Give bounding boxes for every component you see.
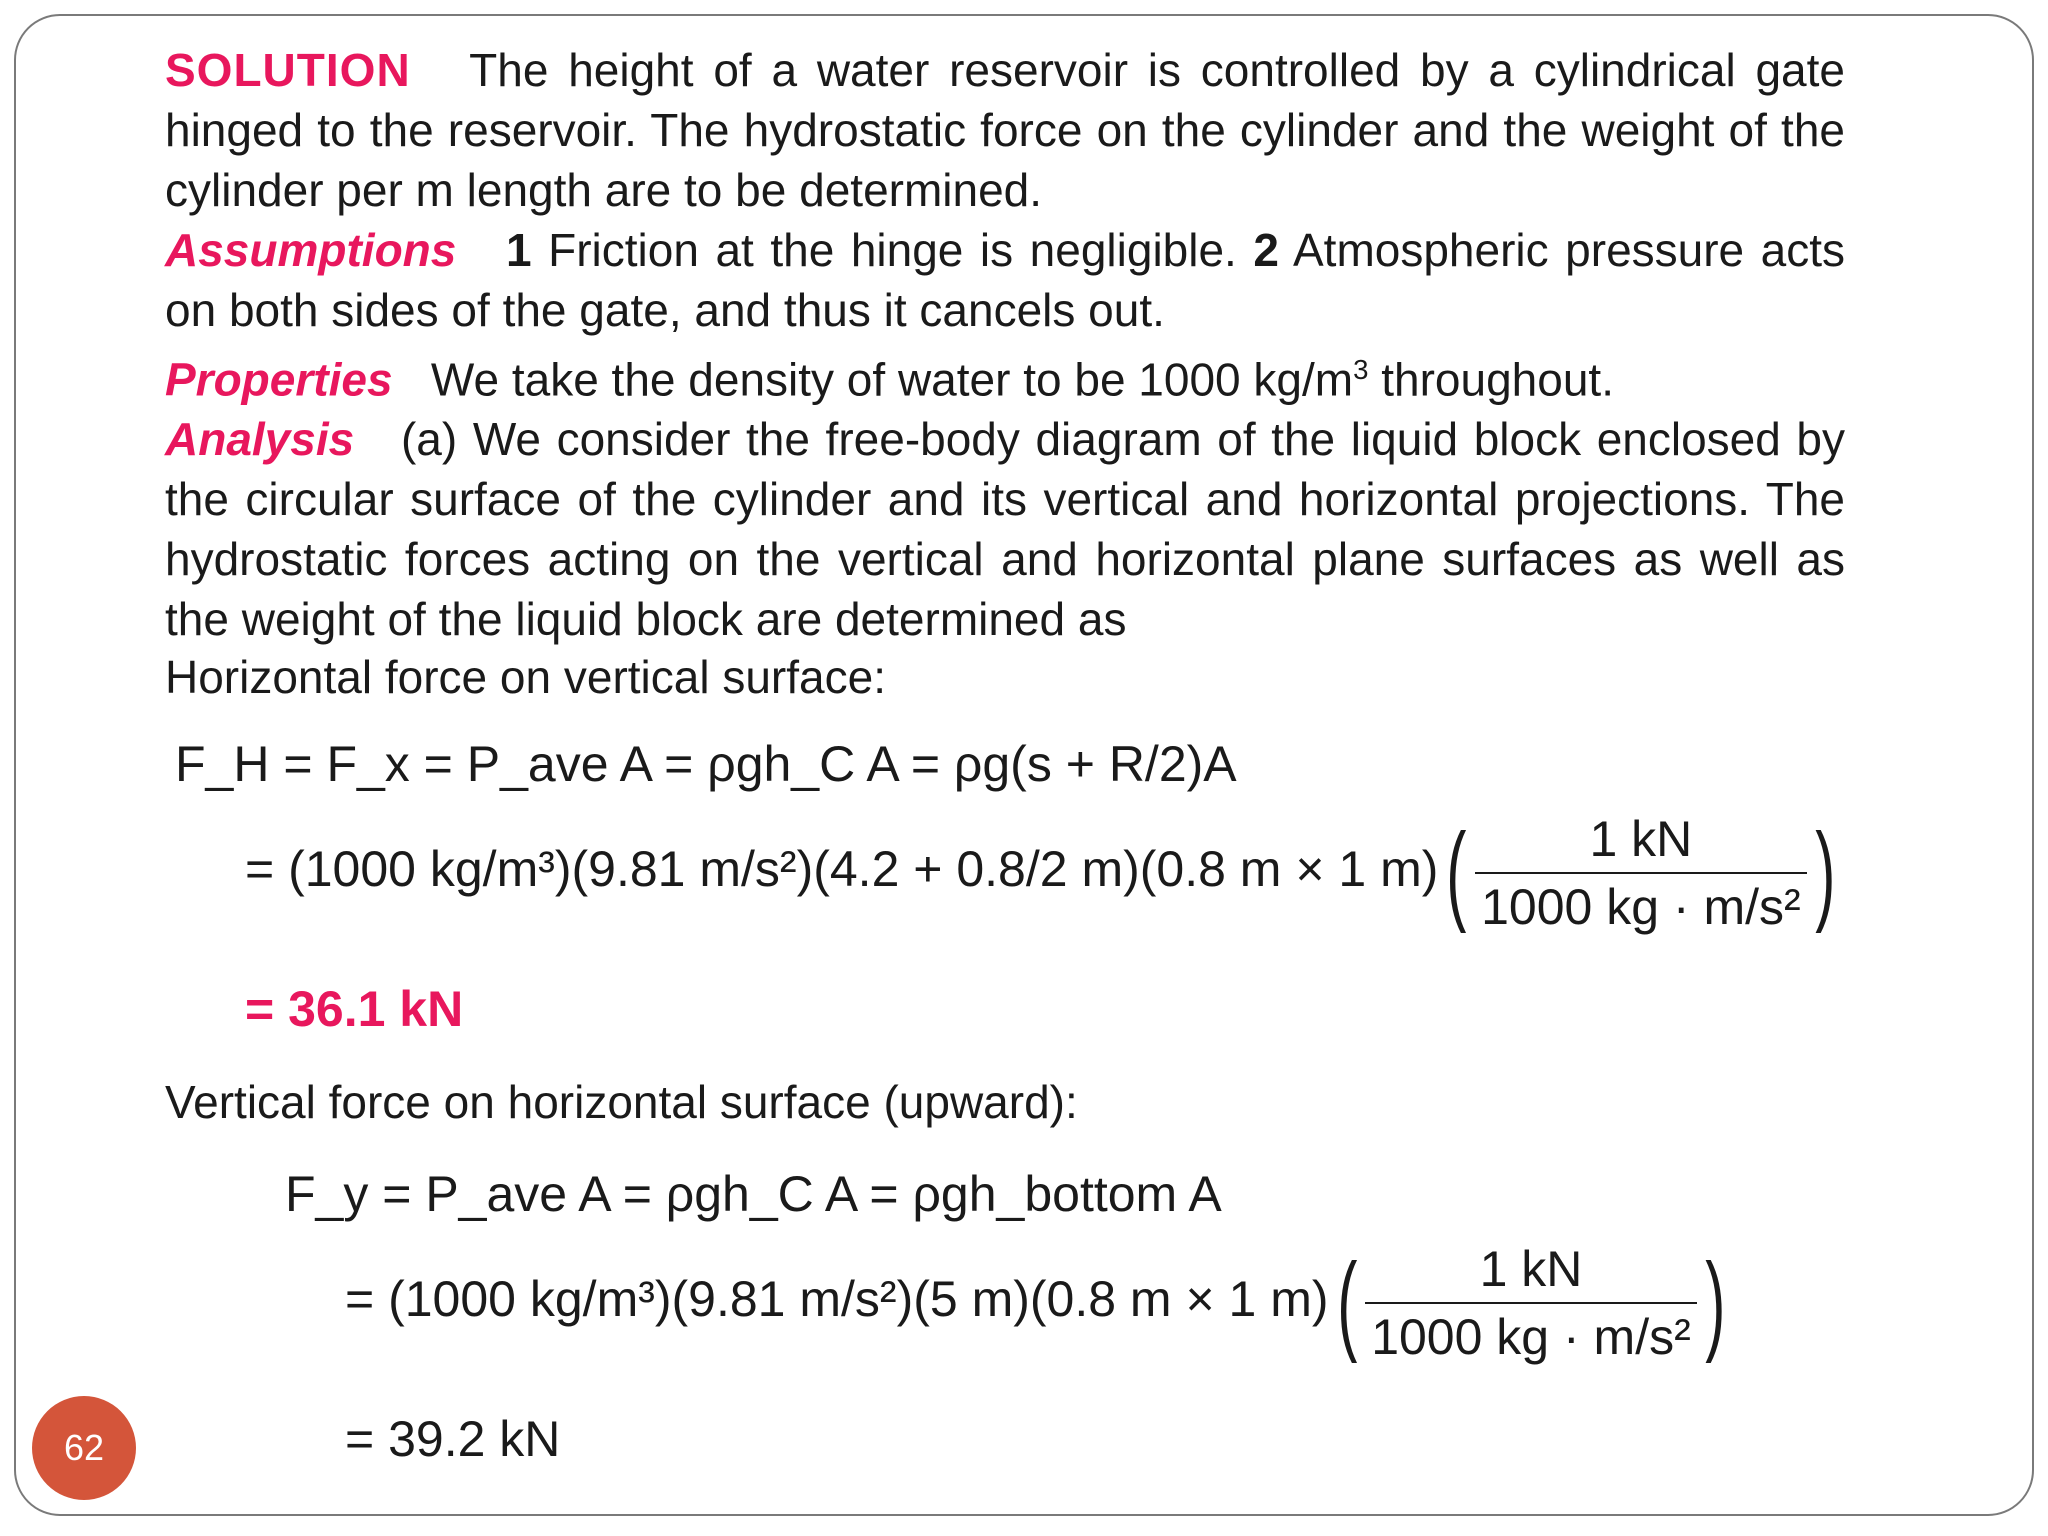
properties-sup: 3 [1353, 354, 1369, 385]
solution-label: SOLUTION [165, 44, 411, 96]
vertical-result: = 39.2 kN [345, 1411, 561, 1467]
vertical-equation-2-left: = (1000 kg/m³)(9.81 m/s²)(5 m)(0.8 m × 1 m) [345, 1271, 1329, 1328]
vertical-fraction-numerator: 1 kN [1365, 1240, 1697, 1304]
analysis-part: (a) [400, 413, 458, 466]
vertical-fraction-denominator: 1000 kg · m/s² [1371, 1309, 1691, 1365]
properties-paragraph [165, 340, 1845, 409]
horizontal-fraction-denominator: 1000 kg · m/s² [1481, 879, 1801, 935]
vertical-heading: Vertical force on horizontal surface (upward): [165, 1076, 1078, 1128]
properties-label: Properties [165, 353, 393, 406]
assumption-text-1: Friction at the hinge is negligible. [548, 224, 1237, 276]
assumption-number-2: 2 [1253, 224, 1279, 276]
horizontal-heading: Horizontal force on vertical surface: [165, 651, 886, 703]
horizontal-result-value: = 36.1 kN [245, 981, 464, 1037]
solution-text-block [165, 40, 1845, 649]
assumption-number-1: 1 [505, 224, 532, 276]
analysis-paragraph [165, 409, 1845, 649]
slide-number-badge: 62 [32, 1396, 136, 1500]
horizontal-equation-1: F_H = F_x = P_ave A = ρgh_C A = ρg(s + R/2)A [175, 736, 1237, 792]
analysis-label: Analysis [165, 413, 355, 466]
properties-text: We take the density of water to be 1000 kg/m [430, 353, 1354, 406]
horizontal-fraction [1475, 810, 1807, 936]
vertical-fraction [1365, 1240, 1697, 1366]
horizontal-result [245, 980, 463, 1038]
vertical-equation-1: F_y = P_ave A = ρgh_C A = ρgh_bottom A [285, 1166, 1222, 1222]
horizontal-equation-2: = (1000 kg/m³)(9.81 m/s²)(4.2 + 0.8/2 m)(0.8 m × 1 m)( $\frac{1 kN}{\text{1000 kg · m/s²}}$ ) [245, 811, 1836, 935]
assumption-text-2: Atmospheric pressure acts on both sides of the gate, and thus it cancels out. [165, 224, 1846, 336]
horizontal-fraction-numerator: 1 kN [1475, 810, 1807, 874]
properties-text-end: throughout. [1368, 353, 1614, 406]
assumptions-label: Assumptions [165, 224, 457, 276]
vertical-equation-2: = (1000 kg/m³)(9.81 m/s²)(5 m)(0.8 m × 1 m)( $\frac{1 kN}{\text{1000 kg · m/s²}}$ ) [345, 1241, 1726, 1365]
horizontal-equation-2-left: = (1000 kg/m³)(9.81 m/s²)(4.2 + 0.8/2 m)(0.8 m × 1 m) [245, 841, 1439, 898]
assumptions-paragraph [165, 220, 1845, 340]
analysis-text: We consider the free-body diagram of the liquid block enclosed by the circular surface of the cylinder and its vertical and horizontal projections. The hydrostatic forces acting on the vertical and horizontal plane surfaces as well as the weight of the liquid block are determined as [165, 413, 1846, 646]
solution-paragraph [165, 40, 1845, 220]
solution-text: The height of a water reservoir is controlled by a cylindrical gate hinged to the reservoir. The hydrostatic force on the cylinder and the weight of the cylinder per m length are to be determined. [165, 44, 1845, 216]
